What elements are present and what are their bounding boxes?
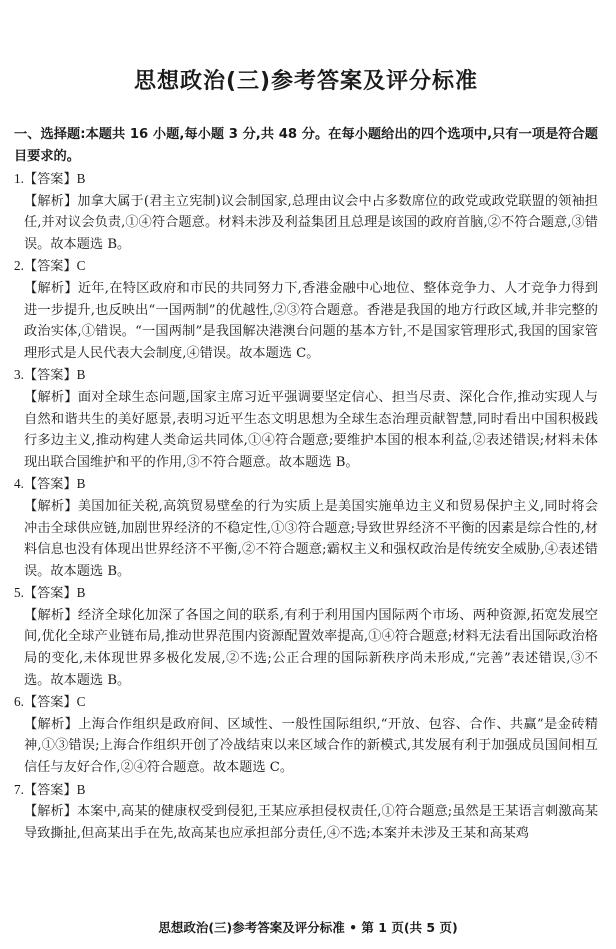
question-number: 3. — [14, 367, 24, 383]
questions-list — [14, 168, 598, 844]
answer-label: 【答案】 — [23, 259, 77, 275]
answer-label: 【答案】 — [23, 172, 77, 187]
question-answer-line — [14, 364, 598, 387]
answer-label: 【答案】 — [23, 368, 77, 384]
question-explanation — [14, 191, 598, 256]
question-number: 7. — [14, 781, 24, 797]
question-answer-line — [14, 255, 598, 278]
question-answer-line — [14, 779, 598, 802]
analysis-label: 【解析】 — [24, 607, 78, 623]
question-answer-line — [14, 582, 598, 605]
question-number: 2. — [14, 258, 24, 274]
question-answer-line — [14, 473, 598, 496]
answer-label: 【答案】 — [23, 695, 77, 711]
answer-label: 【答案】 — [23, 782, 77, 798]
section-heading: 一、选择题:本题共 16 小题,每小题 3 分,共 48 分。在每小题给出的四个选项中,只有一项是符合题目要求的。 — [14, 127, 598, 164]
page-title: 思想政治(三)参考答案及评分标准 — [133, 69, 479, 94]
question-answer-line — [14, 691, 598, 714]
explanation-text: 美国加征关税,高筑贸易壁垒的行为实质上是美国实施单边主义和贸易保护主义,同时将会冲击全球供应链,加剧世界经济的不稳定性,①③符合题意;导致世界经济不平衡的因素是综合性的,材料信息也没有体现出世界经济不平衡,②不符合题意;霸权主义和强权政治是传统安全威胁,④表述错误。故本题选 B。 — [24, 498, 598, 579]
page-footer: 思想政治(三)参考答案及评分标准 • 第 1 页(共 5 页) — [158, 920, 458, 935]
explanation-text: 近年,在特区政府和市民的共同努力下,香港金融中心地位、整体竞争力、人才竞争力得到进一步提升,也反映出“一国两制”的优越性,②③符合题意。香港是我国的地方行政区域,并非完整的政治实体,①错误。“一国两制”是我国解决港澳台问题的基本方针,不是国家管理形式,我国的国家管理形式是人民代表大会制度,④错误。故本题选 C。 — [24, 280, 598, 361]
answer-value: B — [76, 585, 86, 601]
question-explanation — [14, 387, 598, 473]
question-number: 1. — [14, 171, 24, 186]
explanation-text: 经济全球化加深了各国之间的联系,有利于利用国内国际两个市场、两种资源,拓宽发展空间,优化全球产业链布局,推动世界范围内资源配置效率提高,①④符合题意;材料无法看出国际政治格局的变化,未体现世界多极化发展,②不选;公正合理的国际新秩序尚未形成,“完善”表述错误,③不选。故本题选 B。 — [24, 607, 598, 688]
question-number: 6. — [14, 694, 24, 710]
analysis-label: 【解析】 — [24, 716, 79, 732]
analysis-label: 【解析】 — [24, 498, 78, 514]
answer-label: 【答案】 — [23, 477, 77, 493]
explanation-text: 上海合作组织是政府间、区域性、一般性国际组织,“开放、包容、合作、共赢”是金砖精神,①③错误;上海合作组织开创了冷战结束以来区域合作的新模式,其发展有利于加强成员国间相互信任与友好合作,②④符合题意。故本题选 C。 — [24, 716, 598, 776]
question-explanation — [14, 801, 598, 844]
answer-value: B — [76, 781, 86, 797]
answer-value: C — [76, 694, 86, 710]
question-answer-line — [14, 168, 598, 191]
question-number: 5. — [14, 585, 24, 601]
question-number: 4. — [14, 476, 24, 492]
analysis-label: 【解析】 — [24, 389, 78, 405]
answer-value: C — [76, 258, 86, 274]
analysis-label: 【解析】 — [24, 193, 78, 209]
answer-value: B — [76, 367, 86, 383]
analysis-label: 【解析】 — [24, 280, 78, 296]
answer-label: 【答案】 — [23, 586, 77, 602]
explanation-text: 本案中,高某的健康权受到侵犯,王某应承担侵权责任,①符合题意;虽然是王某语言刺激高某导致撕扯,但高某出手在先,故高某也应承担部分责任,④不选;本案并未涉及王某和高某鸡 — [24, 804, 599, 841]
analysis-label: 【解析】 — [24, 804, 78, 820]
answer-value: B — [76, 476, 86, 492]
explanation-text: 加拿大属于(君主立宪制)议会制国家,总理由议会中占多数席位的政党或政党联盟的领袖担任,并对议会负责,①④符合题意。材料未涉及利益集团且总理是该国的政府首脑,②不符合题意,③错误。故本题选 B。 — [24, 193, 598, 252]
question-explanation — [14, 278, 598, 364]
answer-value: B — [76, 171, 86, 186]
explanation-text: 面对全球生态问题,国家主席习近平强调要坚定信心、担当尽责、深化合作,推动实现人与自然和谐共生的美好愿景,表明习近平生态文明思想为全球生态治理贡献智慧,同时看出中国积极践行多边主义,推动构建人类命运共同体,①④符合题意;要维护本国的根本利益,②表述错误;材料未体现出联合国维护和平的作用,③不符合题意。故本题选 B。 — [24, 389, 598, 470]
question-explanation — [14, 496, 598, 582]
question-explanation — [14, 714, 598, 779]
question-explanation — [14, 605, 598, 691]
